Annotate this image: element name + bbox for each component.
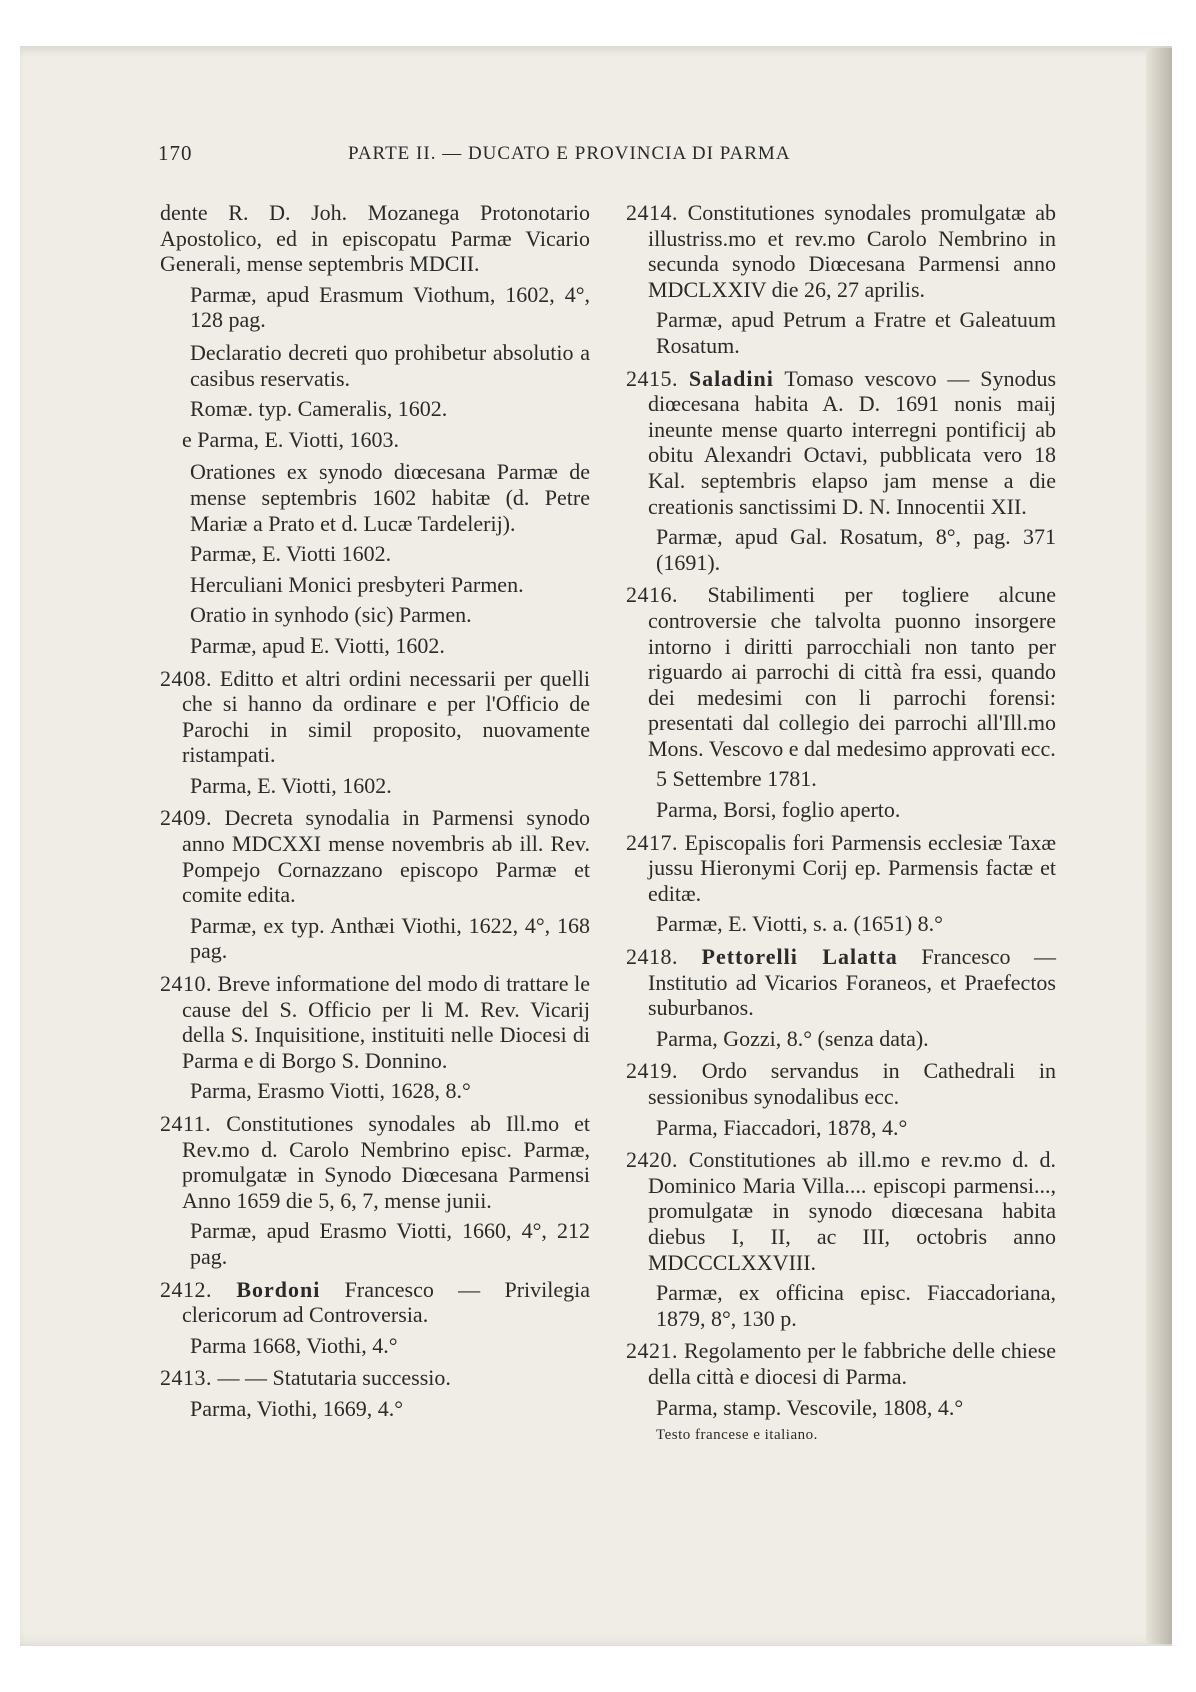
entry-number: 2413.	[160, 1365, 212, 1391]
entry-2409	[160, 805, 590, 907]
entry-2410	[160, 971, 590, 1073]
imprint: Parma, Fiaccadori, 1878, 4.°	[656, 1114, 908, 1140]
entry-text: Francesco — Privilegia clericorum ad Controversia.	[182, 1276, 590, 1328]
entry-2411	[160, 1111, 590, 1213]
entry-text: Regolamento per le fabbriche delle chiese della città e diocesi di Parma.	[648, 1338, 1057, 1389]
entry-text: Tomaso vescovo — Synodus diœcesana habita A. D. 1691 nonis maij ineunte mense quarto interregni pontificij ab obitu Alexandri Octavi, pubblicata vero 18 Kal. septembris elapso jam mense a die creationis sanctissimi D. N. Innocentii XII.	[648, 365, 1057, 519]
sub-entry: Orationes ex synodo diœcesana Parmæ de mense septembris 1602 habitæ (d. Petre Mariæ a Prato et d. Lucæ Tardelerij).	[190, 459, 590, 536]
entry-2408	[160, 666, 590, 768]
entry-author: Pettorelli Lalatta	[701, 944, 898, 970]
imprint: Parma, Borsi, foglio aperto.	[656, 797, 901, 823]
imprint: Parma, Erasmo Viotti, 1628, 8.°	[190, 1078, 471, 1104]
imprint: Parmæ, apud Erasmum Viothum, 1602, 4°, 128 pag.	[190, 281, 590, 333]
entry-continuation: dente R. D. Joh. Mozanega Protonotario Apostolico, ed in episcopatu Parmæ Vicario Generali, mense septembris MDCII.	[160, 200, 590, 277]
entry-2419	[626, 1058, 1056, 1109]
entry-text: Decreta synodalia in Parmensi synodo anno MDCXXI mense novembris ab ill. Rev. Pompejo Cornazzano episcopo Parmæ et comite edita.	[182, 805, 590, 908]
imprint: Parmæ, ex officina episc. Fiaccadoriana, 1879, 8°, 130 p.	[656, 1280, 1056, 1331]
entry-number: 2418.	[626, 944, 678, 970]
page-number: 170	[158, 141, 193, 165]
left-column	[160, 200, 590, 1427]
entry-text: Editto et altri ordini necessarii per quelli che si hanno da ordinare e per l'Officio de Parochi in simil proposito, nuovamente ristampati.	[182, 665, 590, 768]
running-title: PARTE II. — DUCATO E PROVINCIA DI PARMA	[348, 143, 791, 164]
entry-number: 2416.	[626, 582, 678, 608]
sub-entry: Oratio in synhodo (sic) Parmen.	[190, 602, 472, 628]
entry-text: Breve informatione del modo di trattare le cause del S. Officio per li M. Rev. Vicarij della S. Inquisitione, instituiti nelle Diocesi di Parma e di Borgo S. Donnino.	[182, 971, 591, 1073]
entry-note: Testo francese e italiano.	[656, 1427, 818, 1444]
entry-number: 2412.	[160, 1276, 212, 1302]
sub-entry: Declaratio decreti quo prohibetur absolutio a casibus reservatis.	[190, 339, 590, 391]
entry-text: — — Statutaria successio.	[217, 1365, 451, 1391]
entry-date: 5 Settembre 1781.	[656, 766, 817, 792]
entry-text: Episcopalis fori Parmensis ecclesiæ Taxæ jussu Hieronymi Corij ep. Parmensis factæ et editæ.	[648, 829, 1057, 906]
entry-2416	[626, 582, 1056, 761]
imprint: Parma 1668, Viothi, 4.°	[190, 1332, 398, 1358]
imprint: Parma, E. Viotti, 1602.	[190, 772, 392, 798]
imprint: Parma, Viothi, 1669, 4.°	[190, 1395, 404, 1421]
imprint: Parma, Gozzi, 8.° (senza data).	[656, 1025, 929, 1051]
entry-text: Stabilimenti per togliere alcune controversie che talvolta puonno insorgere intorno i diritti parrocchiali non tanto per riguardo ai parrochi di città fra essi, quando dei medesimi con li parrochi forensi: presentati dal collegio dei parrochi all'Ill.mo Mons. Vescovo e dal medesimo approvati ecc.	[648, 582, 1056, 761]
entry-number: 2408.	[160, 665, 212, 691]
entry-number: 2414.	[626, 200, 678, 225]
imprint: Romæ. typ. Cameralis, 1602.	[190, 396, 448, 422]
entry-2420	[626, 1147, 1056, 1275]
imprint: Parmæ, apud E. Viotti, 1602.	[190, 632, 445, 658]
entry-text: Constitutiones ab ill.mo e rev.mo d. d. Dominico Maria Villa.... episcopi parmensi..., promulgatæ in synodo diœcesana habita diebus I, II, ac III, octobris anno MDCCCLXXVIII.	[648, 1147, 1056, 1275]
entry-number: 2419.	[626, 1058, 678, 1084]
entry-2413	[160, 1365, 590, 1391]
running-header	[158, 141, 1078, 169]
entry-number: 2421.	[626, 1338, 678, 1364]
entry-author: Bordoni	[236, 1276, 321, 1302]
entry-number: 2420.	[626, 1147, 678, 1173]
imprint: Parmæ, E. Viotti, s. a. (1651) 8.°	[656, 911, 943, 937]
entry-number: 2410.	[160, 971, 212, 997]
entry-text: Constitutiones synodales ab Ill.mo et Rev.mo d. Carolo Nembrino episc. Parmæ, promulgatæ in Synodo Diœcesana Parmensi Anno 1659 die 5, 6, 7, mense junii.	[182, 1111, 590, 1213]
entry-number: 2411.	[160, 1111, 212, 1136]
entry-text: Constitutiones synodales promulgatæ ab illustriss.mo et rev.mo Carolo Nembrino in secunda synodo Diœcesana Parmensi anno MDCLXXIV die 26, 27 aprilis.	[648, 200, 1056, 302]
page-binding-edge	[1146, 48, 1172, 1644]
entry-2421	[626, 1338, 1056, 1389]
imprint: Parmæ, E. Viotti 1602.	[190, 541, 392, 567]
entry-2417	[626, 830, 1056, 907]
entry-number: 2417.	[626, 829, 678, 855]
right-column	[626, 200, 1056, 1445]
imprint: Parmæ, ex typ. Anthæi Viothi, 1622, 4°, 168 pag.	[190, 912, 590, 964]
entry-author: Saladini	[688, 365, 774, 391]
sub-entry: Herculiani Monici presbyteri Parmen.	[190, 571, 524, 597]
entry-text: Ordo servandus in Cathedrali in sessionibus synodalibus ecc.	[648, 1058, 1056, 1109]
imprint: Parma, stamp. Vescovile, 1808, 4.°	[656, 1394, 964, 1420]
entry-2415	[626, 366, 1056, 520]
imprint: Parmæ, apud Gal. Rosatum, 8°, pag. 371 (1691).	[656, 524, 1056, 575]
entry-number: 2409.	[160, 805, 212, 831]
imprint: Parmæ, apud Petrum a Fratre et Galeatuum Rosatum.	[656, 307, 1056, 358]
entry-2418	[626, 944, 1056, 1021]
entry-text: Francesco — Institutio ad Vicarios Foraneos, et Praefectos suburbanos.	[648, 944, 1057, 1021]
entry-number: 2415.	[626, 365, 678, 391]
imprint: e Parma, E. Viotti, 1603.	[182, 426, 400, 452]
imprint: Parmæ, apud Erasmo Viotti, 1660, 4°, 212 pag.	[190, 1218, 590, 1269]
entry-2414	[626, 200, 1056, 302]
entry-2412	[160, 1277, 590, 1328]
